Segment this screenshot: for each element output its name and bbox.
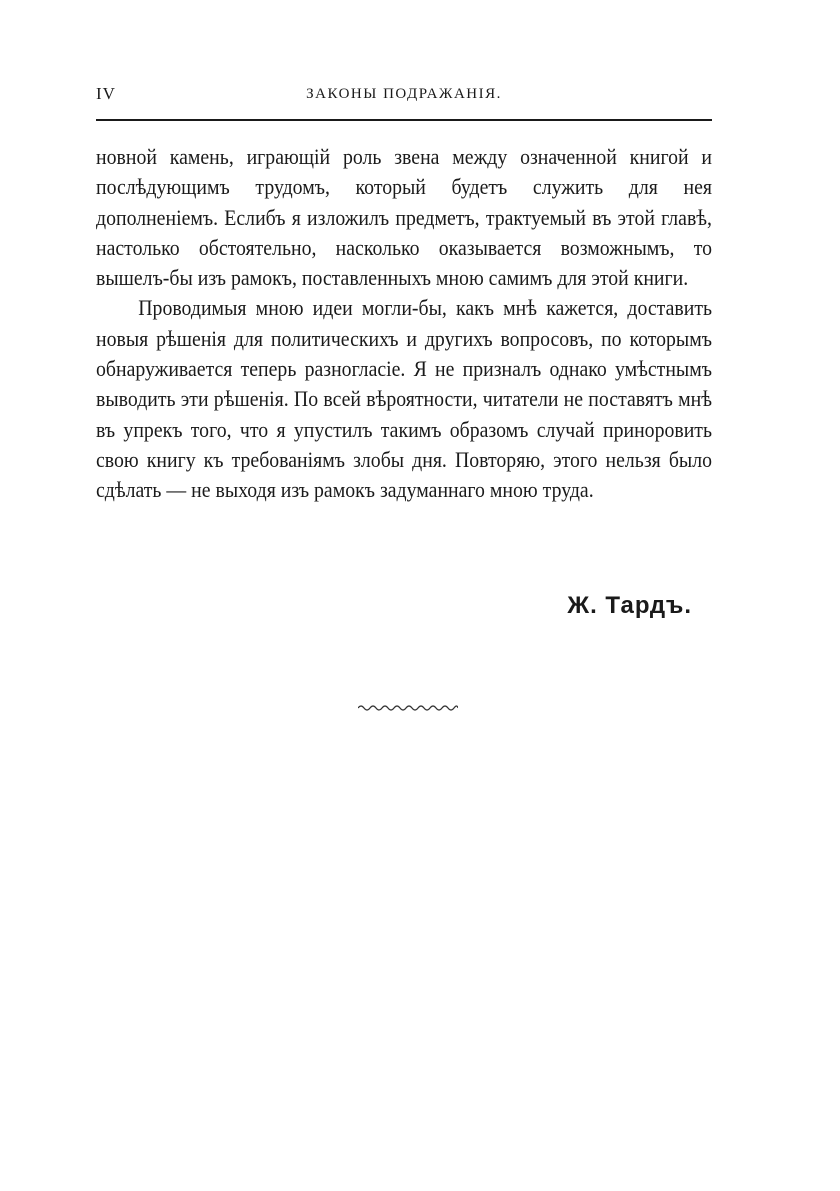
wavy-rule-ornament-icon — [358, 702, 458, 714]
paragraph-2: Проводимыя мною идеи могли-бы, какъ мнѣ кажется, доставить новыя рѣшенія для политическихъ и другихъ вопросовъ, по которымъ обнаруживается теперь разногласіе. Я не призналъ однако умѣстнымъ выводить эти рѣшенія. По всей вѣроятности, читатели не поставятъ мнѣ въ упрекъ того, что я упустилъ такимъ образомъ случай приноровить свою книгу къ требованіямъ злобы дня. Повторяю, этого нельзя было сдѣлать — не выходя изъ рамокъ задуманнаго мною труда. — [96, 295, 712, 503]
body-text — [96, 142, 712, 506]
running-title: ЗАКОНЫ ПОДРАЖАНІЯ. — [306, 86, 502, 102]
paragraph-1: новной камень, играющій роль звена между означенной книгой и послѣдующимъ трудомъ, который будетъ служить для нея дополненіемъ. Еслибъ я изложилъ предметъ, трактуемый въ этой главѣ, настолько обстоятельно, насколько оказывается возможнымъ, то вышелъ-бы изъ рамокъ, поставленныхъ мною самимъ для этой книги. — [96, 144, 712, 291]
header-rule — [96, 119, 712, 121]
page-number: IV — [96, 84, 116, 103]
author-signature: Ж. Тардъ. — [567, 592, 692, 619]
page-header — [96, 84, 712, 110]
ornament-svg — [358, 702, 458, 714]
